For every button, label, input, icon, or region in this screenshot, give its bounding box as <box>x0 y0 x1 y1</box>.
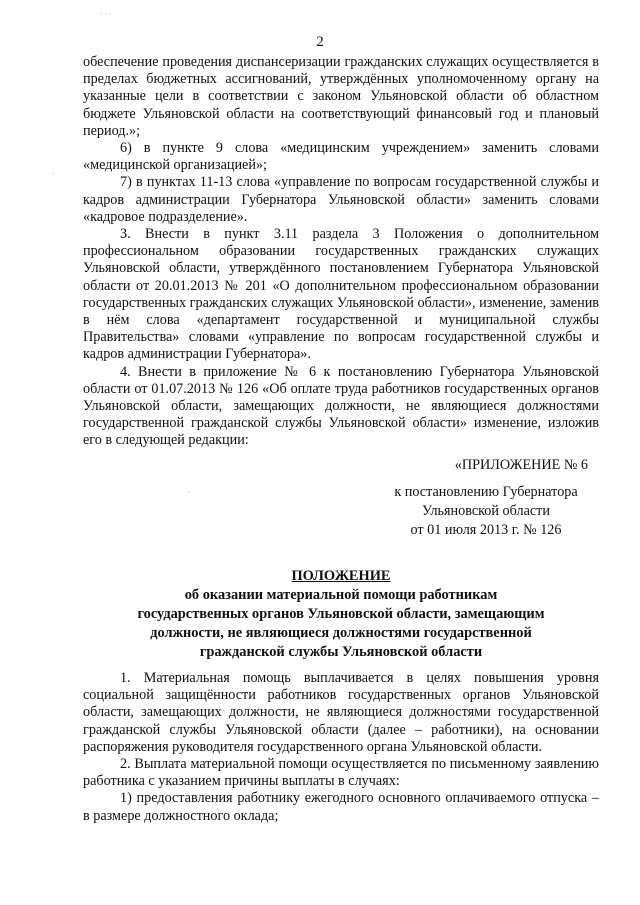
paragraph: 4. Внести в приложение № 6 к постановлению Губернатора Ульяновской области от 01.07.2013 № 126 «Об оплате труда работников государственных органов Ульяновской области, замещающих должности, не являющиеся должностями государственной гражданской службы Ульяновской области» изменение, изложив его в следующей редакции: <box>83 363 599 449</box>
paragraph: обеспечение проведения диспансеризации гражданских служащих осуществляется в пределах бюджетных ассигнований, утверждённых уполномоченному органу на указанные цели в соответствии с законом Ульяновской области об областном бюджете Ульяновской области на соответствующий финансовый год и плановый период.»; <box>83 54 599 139</box>
paragraph: 7) в пунктах 11-13 слова «управление по вопросам государственной службы и кадров администрации Губернатора Ульяновской области» заменить словами «кадровое подразделение». <box>83 174 599 225</box>
paragraph: 1. Материальная помощь выплачивается в целях повышения уровня социальной защищённости работников государственных органов Ульяновской области, замещающих должности, не являющиеся должностями государственной гражданской службы Ульяновской области (далее – работники), на основании распоряжения руководителя государственного органа Ульяновской области. <box>83 670 599 755</box>
heading-line: должности, не являющиеся должностями государственной <box>150 625 532 641</box>
paragraph: 2. Выплата материальной помощи осуществляется по письменному заявлению работника с указанием причины выплаты в случаях: <box>83 756 599 790</box>
appendix-line: от 01 июля 2013 г. № 126 <box>410 522 562 538</box>
top-text-block <box>83 54 599 450</box>
appendix-line: Ульяновской области <box>422 503 550 519</box>
page-number: 2 <box>316 34 324 50</box>
appendix-title: «ПРИЛОЖЕНИЕ № 6 <box>454 457 588 473</box>
bottom-text-block <box>83 670 599 825</box>
heading-title: ПОЛОЖЕНИЕ <box>291 568 391 584</box>
heading-line: государственных органов Ульяновской области, замещающим <box>137 606 545 622</box>
paragraph: 3. Внести в пункт 3.11 раздела 3 Положения о дополнительном профессиональном образовании государственных гражданских служащих Ульяновской области, утверждённого постановлением Губернатора Ульяновской области от 20.01.2013 № 201 «О дополнительном профессиональном образовании государственных гражданских служащих Ульяновской области», изменение, заменив в нём слова «департамент государственной и муниципальной службы Правительства» словами «управление по вопросам государственной службы и кадров администрации Губернатора». <box>83 226 599 363</box>
paragraph: 6) в пункте 9 слова «медицинским учреждением» заменить словами «медицинской организацией»; <box>83 140 599 174</box>
paragraph: 1) предоставления работнику ежегодного основного оплачиваемого отпуска – в размере должностного оклада; <box>83 790 599 824</box>
scan-mark: · <box>52 170 55 179</box>
heading-line: гражданской службы Ульяновской области <box>199 644 483 660</box>
scan-mark: · · · <box>100 10 112 19</box>
heading-line: об оказании материальной помощи работникам <box>184 587 498 603</box>
appendix-line: к постановлению Губернатора <box>394 484 578 500</box>
scan-mark: · <box>188 488 191 497</box>
document-heading <box>83 567 599 662</box>
appendix-block <box>376 456 596 540</box>
